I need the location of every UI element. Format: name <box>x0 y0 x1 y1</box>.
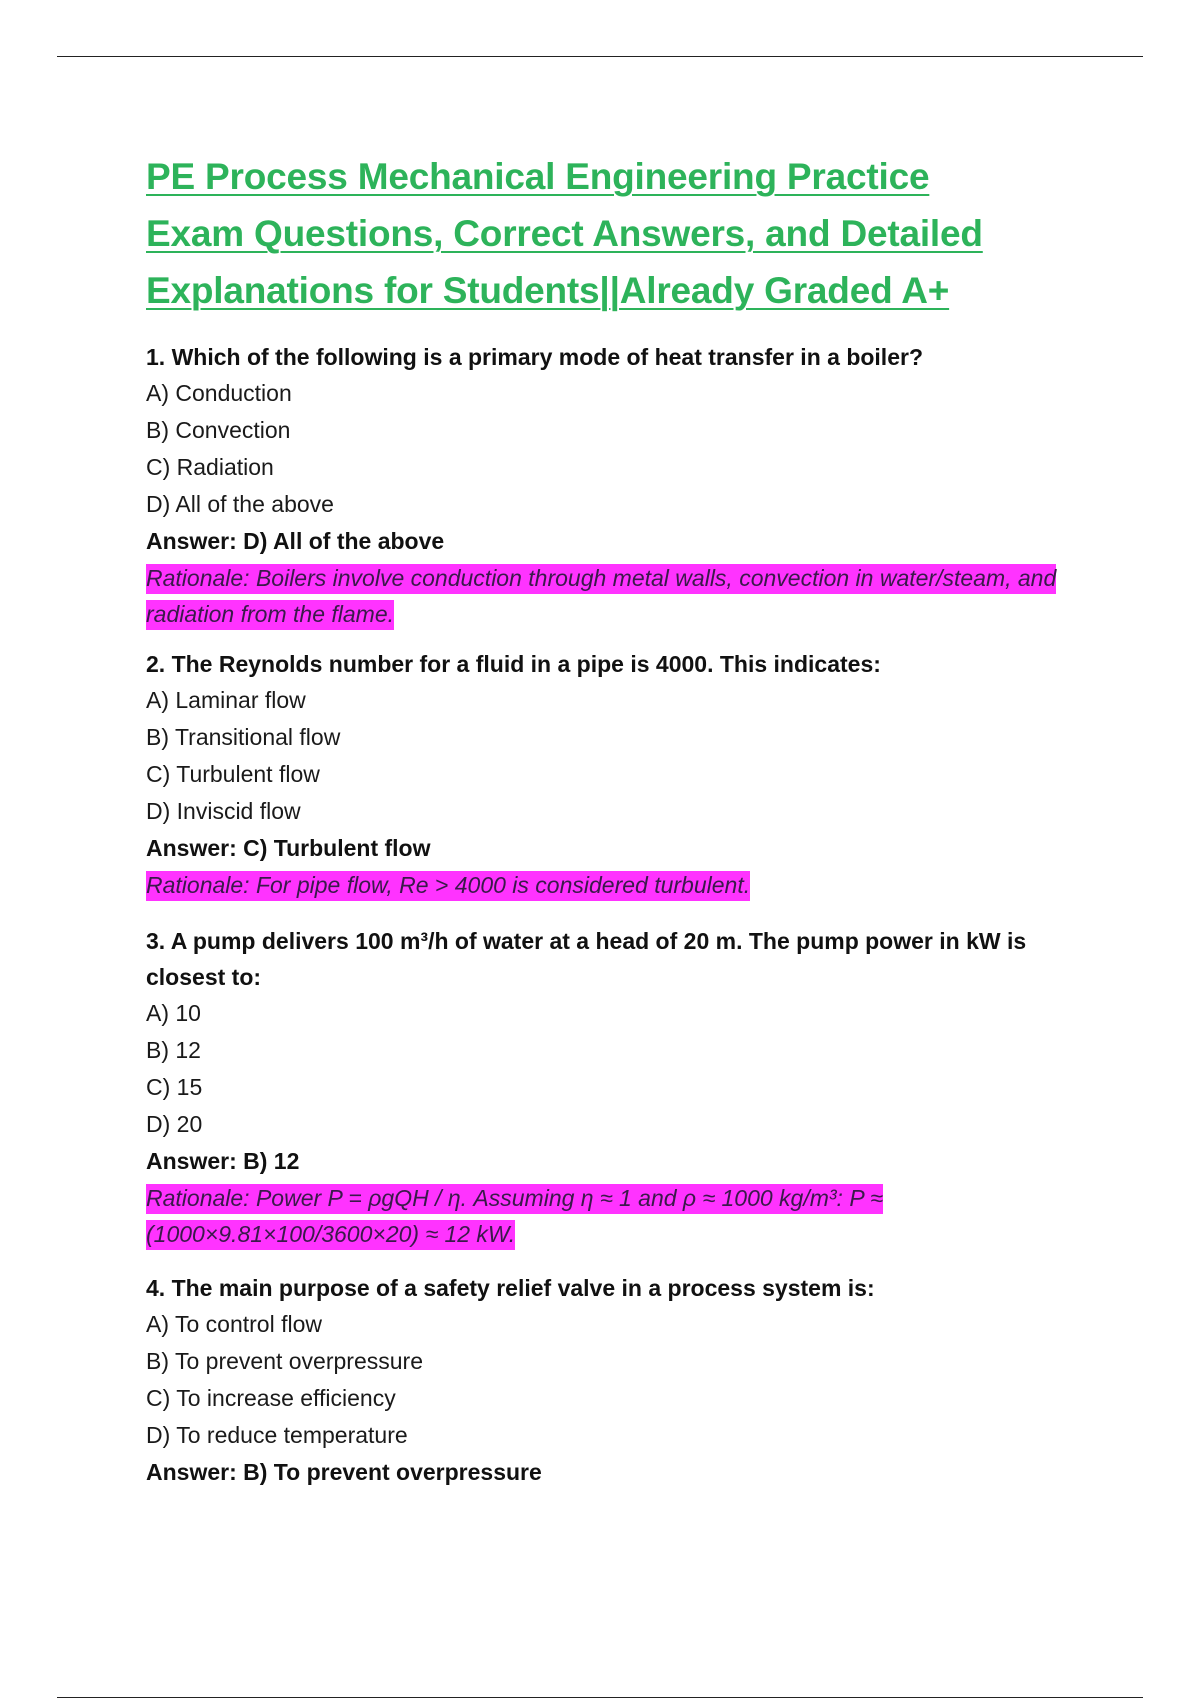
answer: Answer: B) 12 <box>146 1148 300 1174</box>
option-c: C) To increase efficiency <box>146 1385 396 1411</box>
answer: Answer: D) All of the above <box>146 528 445 554</box>
title-line-2: Exam Questions, Correct Answers, and Detailed <box>146 213 983 254</box>
document-title <box>146 148 1066 319</box>
option-d: D) All of the above <box>146 491 334 517</box>
rationale-highlight: Rationale: Power P = ρgQH / η. Assuming η ≈ 1 and ρ ≈ 1000 kg/m³: P ≈ (1000×9.81×100/3600×20) ≈ 12 kW. <box>146 1184 883 1250</box>
option-a: A) Conduction <box>146 380 292 406</box>
option-b: B) To prevent overpressure <box>146 1348 423 1374</box>
question-3 <box>146 923 1066 1252</box>
title-line-1: PE Process Mechanical Engineering Practice <box>146 156 930 197</box>
option-b: B) 12 <box>146 1037 201 1063</box>
option-b: B) Transitional flow <box>146 724 341 750</box>
title-line-3: Explanations for Students||Already Graded A+ <box>146 270 950 311</box>
option-d: D) To reduce temperature <box>146 1422 408 1448</box>
rationale <box>146 1180 1066 1252</box>
answer: Answer: B) To prevent overpressure <box>146 1459 542 1485</box>
option-c: C) 15 <box>146 1074 203 1100</box>
document-body <box>146 148 1066 1509</box>
question-stem: 2. The Reynolds number for a fluid in a pipe is 4000. This indicates: <box>146 651 881 677</box>
rationale-highlight: Rationale: For pipe flow, Re > 4000 is considered turbulent. <box>146 871 750 901</box>
option-c: C) Radiation <box>146 454 274 480</box>
option-d: D) 20 <box>146 1111 203 1137</box>
top-rule <box>57 56 1143 57</box>
question-stem: 4. The main purpose of a safety relief valve in a process system is: <box>146 1275 875 1301</box>
option-a: A) 10 <box>146 1000 201 1026</box>
answer: Answer: C) Turbulent flow <box>146 835 431 861</box>
rationale <box>146 867 1066 903</box>
rationale <box>146 560 1066 632</box>
question-2 <box>146 646 1066 903</box>
option-b: B) Convection <box>146 417 291 443</box>
question-1 <box>146 339 1066 632</box>
rationale-highlight: Rationale: Boilers involve conduction through metal walls, convection in water/steam, and radiation from the flame. <box>146 564 1056 630</box>
question-4 <box>146 1270 1066 1491</box>
bottom-rule <box>57 1697 1143 1698</box>
question-stem: 3. A pump delivers 100 m³/h of water at a head of 20 m. The pump power in kW is closest to: <box>146 928 1027 990</box>
option-c: C) Turbulent flow <box>146 761 320 787</box>
option-a: A) Laminar flow <box>146 687 306 713</box>
option-d: D) Inviscid flow <box>146 798 301 824</box>
question-stem: 1. Which of the following is a primary mode of heat transfer in a boiler? <box>146 344 923 370</box>
option-a: A) To control flow <box>146 1311 322 1337</box>
